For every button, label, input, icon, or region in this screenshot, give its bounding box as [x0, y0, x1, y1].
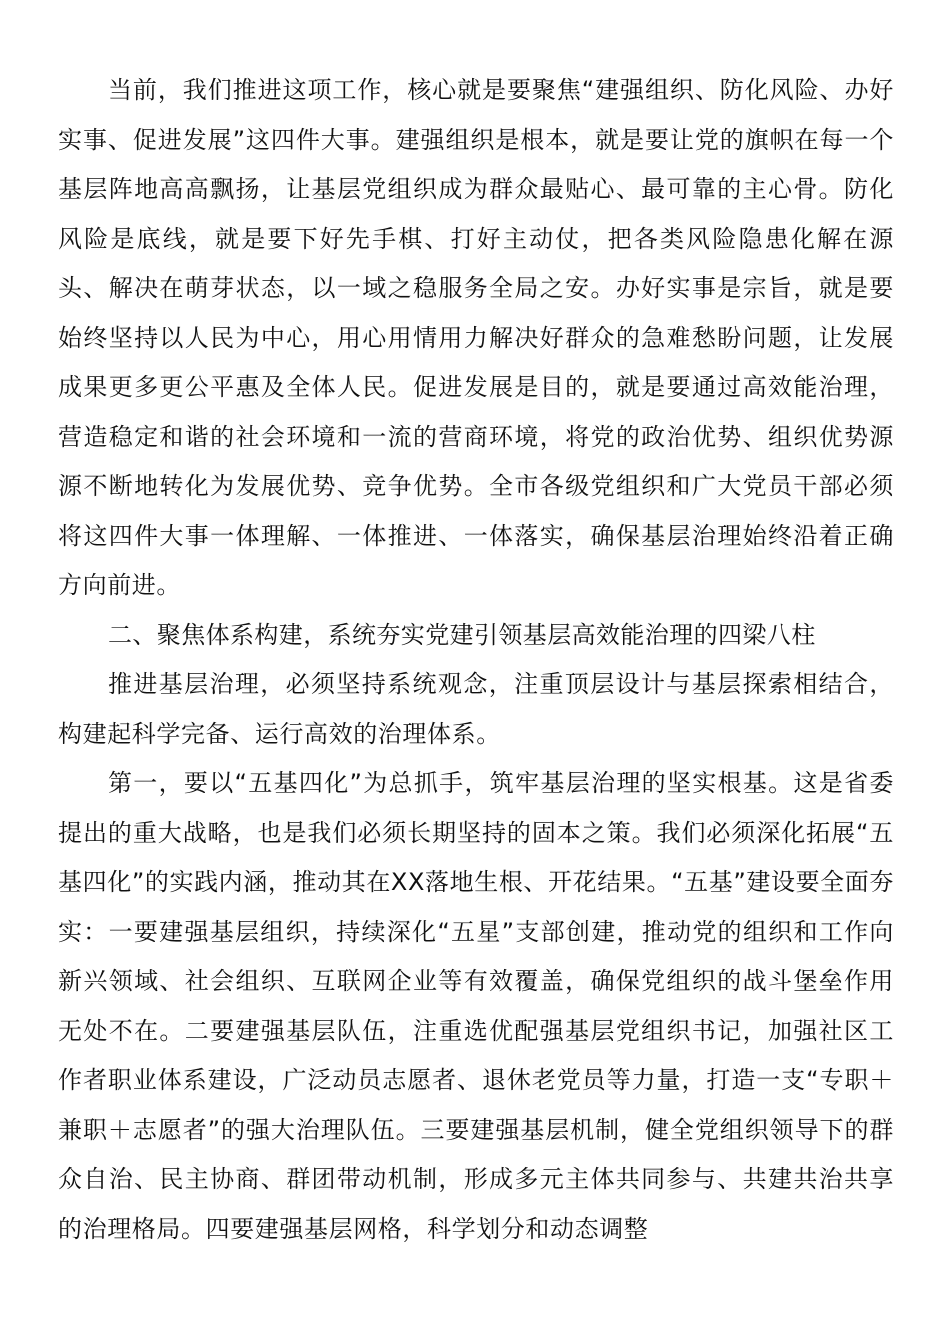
section-heading-two: 二、聚焦体系构建，系统夯实党建引领基层高效能治理的四梁八柱	[108, 620, 816, 649]
paragraph-four-major-tasks: 当前，我们推进这项工作，核心就是要聚焦“建强组织、防化风险、办好实事、促进发展”这四件大事。建强组织是根本，就是要让党的旗帜在每一个基层阵地高高飘扬，让基层党组织成为群众最贴心、最可靠的主心骨。防化风险是底线，就是要下好先手棋、打好主动仗，把各类风险隐患化解在源头、解决在萌芽状态，以一域之稳服务全局之安。办好实事是宗旨，就是要始终坚持以人民为中心，用心用情用力解决好群众的急难愁盼问题，让发展成果更多更公平惠及全体人民。促进发展是目的，就是要通过高效能治理，营造稳定和谐的社会环境和一流的营商环境，将党的政治优势、组织优势源源不断地转化为发展优势、竞争优势。全市各级党组织和广大党员干部必须将这四件大事一体理解、一体推进、一体落实，确保基层治理始终沿着正确方向前进。	[58, 76, 894, 599]
paragraph-system-concept: 推进基层治理，必须坚持系统观念，注重顶层设计与基层探索相结合，构建起科学完备、运行高效的治理体系。	[58, 670, 894, 748]
document-body	[58, 66, 894, 1254]
paragraph-wuji-sihua: 第一，要以“五基四化”为总抓手，筑牢基层治理的坚实根基。这是省委提出的重大战略，也是我们必须长期坚持的固本之策。我们必须深化拓展“五基四化”的实践内涵，推动其在XX落地生根、开花结果。“五基”建设要全面夯实：一要建强基层组织，持续深化“五星”支部创建，推动党的组织和工作向新兴领域、社会组织、互联网企业等有效覆盖，确保党组织的战斗堡垒作用无处不在。二要建强基层队伍，注重选优配强基层党组织书记，加强社区工作者职业体系建设，广泛动员志愿者、退休老党员等力量，打造一支“专职＋兼职＋志愿者”的强大治理队伍。三要建强基层机制，健全党组织领导下的群众自治、民主协商、群团带动机制，形成多元主体共同参与、共建共治共享的治理格局。四要建强基层网格，科学划分和动态调整	[58, 769, 894, 1243]
